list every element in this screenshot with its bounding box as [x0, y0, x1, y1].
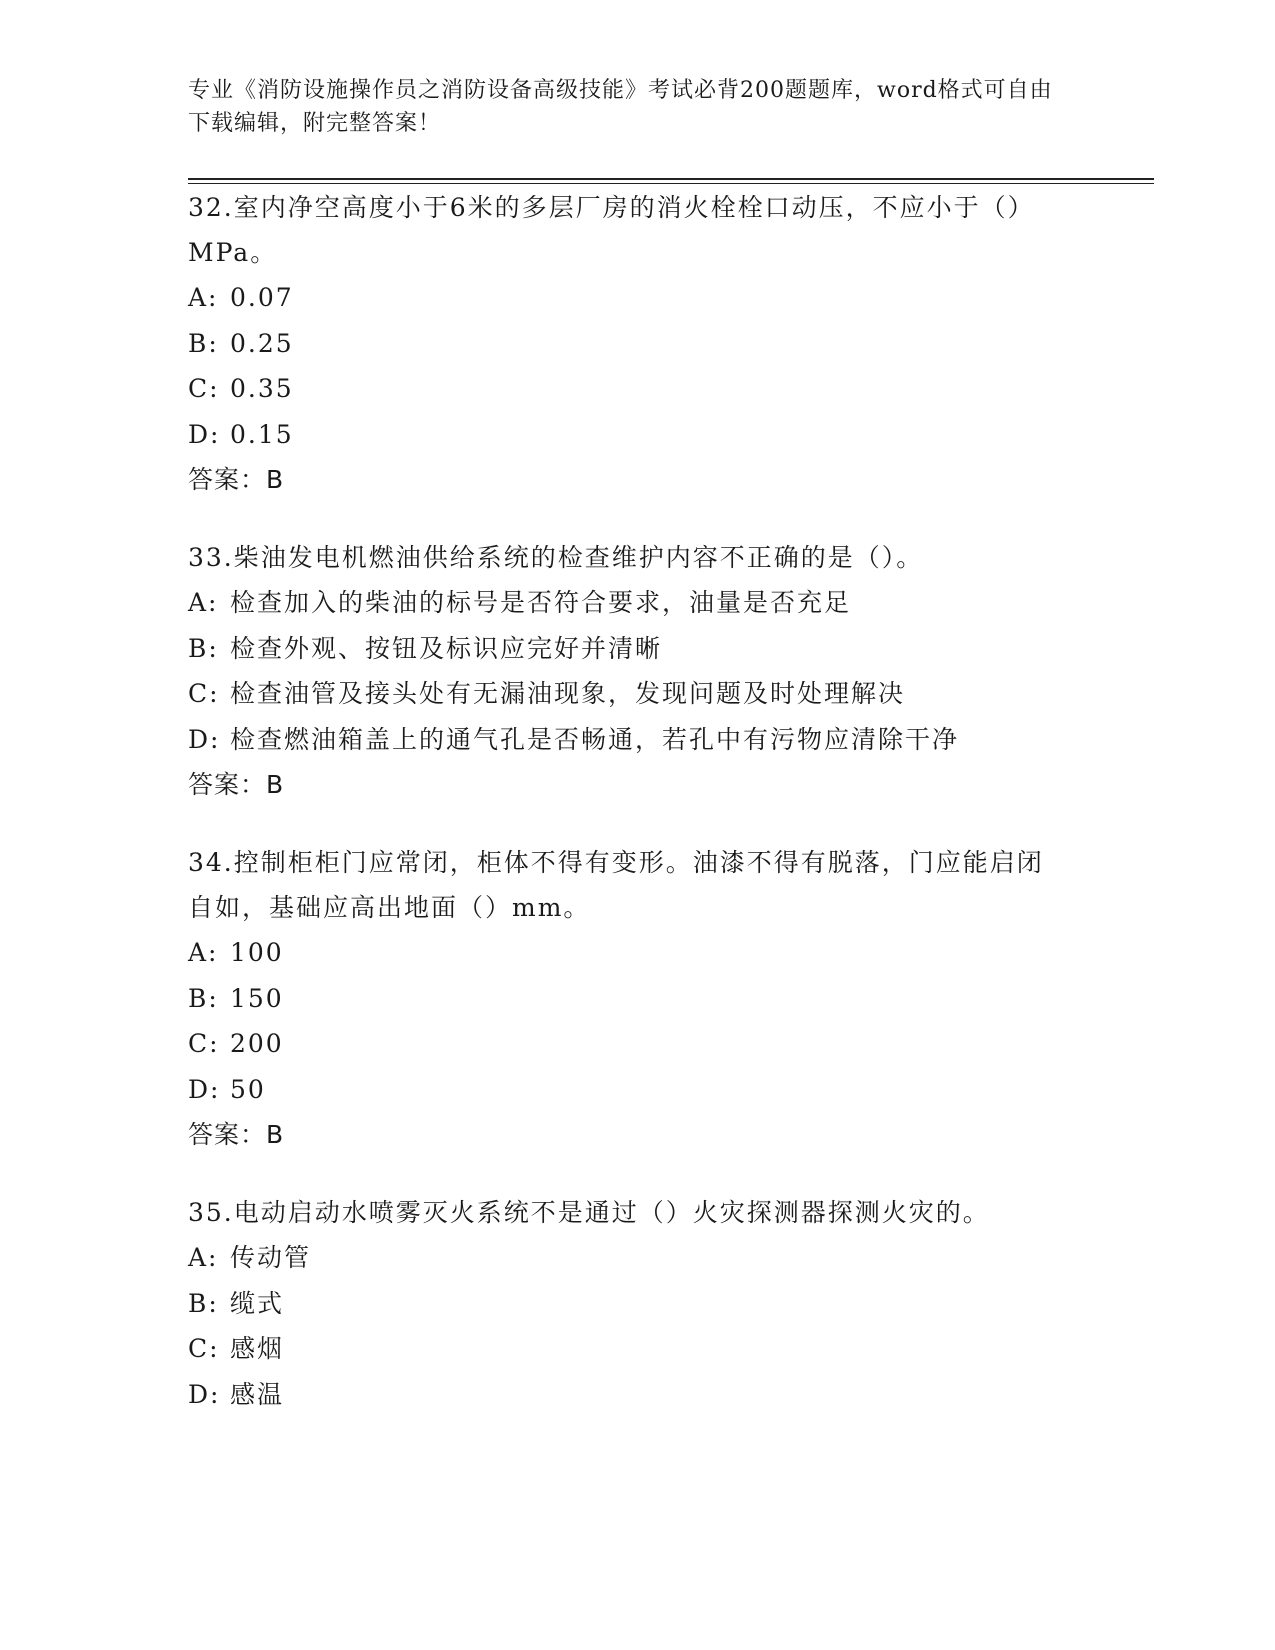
option-text: 150	[230, 983, 284, 1013]
option-text: 50	[230, 1074, 266, 1104]
option-c	[188, 671, 1068, 717]
option-label: B:	[188, 983, 219, 1013]
option-text: 缆式	[230, 1288, 285, 1318]
question-34	[188, 840, 1068, 1157]
option-text: 0.25	[230, 328, 294, 358]
option-label: C:	[188, 1334, 220, 1363]
header-divider-thin	[188, 183, 1154, 184]
option-b	[188, 321, 1068, 367]
option-c	[188, 1326, 1068, 1372]
question-stem: 35.电动启动水喷雾灭火系统不是通过（）火灾探测器探测火灾的。	[188, 1198, 990, 1227]
option-text: 0.35	[230, 374, 294, 403]
option-label: A:	[188, 588, 219, 617]
option-label: C:	[188, 1029, 220, 1058]
option-label: D:	[188, 724, 221, 754]
option-text: 200	[230, 1029, 284, 1058]
option-label: B:	[188, 633, 219, 663]
option-a	[188, 930, 1068, 976]
option-text: 0.07	[230, 283, 294, 312]
option-b	[188, 626, 1068, 672]
question-stem: 34.控制柜柜门应常闭，柜体不得有变形。油漆不得有脱落，门应能启闭自如，基础应高出地面（）mm。	[188, 848, 1044, 922]
option-label: D:	[188, 1379, 221, 1409]
option-text: 传动管	[230, 1243, 312, 1272]
option-text: 100	[230, 938, 284, 967]
option-label: B:	[188, 328, 219, 358]
option-a	[188, 1235, 1068, 1281]
option-text: 检查燃油箱盖上的通气孔是否畅通，若孔中有污物应清除干净	[230, 724, 960, 754]
question-33	[188, 535, 1068, 807]
option-label: C:	[188, 679, 220, 708]
option-a	[188, 275, 1068, 321]
answer-text: 答案：B	[188, 770, 285, 799]
option-a	[188, 580, 1068, 626]
option-text: 检查油管及接头处有无漏油现象，发现问题及时处理解决	[230, 679, 906, 708]
header-divider-thick	[188, 178, 1154, 180]
option-c	[188, 366, 1068, 412]
option-d	[188, 717, 1068, 763]
option-label: C:	[188, 374, 220, 403]
option-d	[188, 1067, 1068, 1113]
option-label: A:	[188, 283, 219, 312]
option-text: 感烟	[230, 1334, 285, 1363]
option-text: 0.15	[230, 419, 294, 449]
option-label: A:	[188, 938, 219, 967]
question-stem: 32.室内净空高度小于6米的多层厂房的消火栓栓口动压，不应小于（）MPa。	[188, 193, 1035, 267]
question-35	[188, 1190, 1068, 1417]
option-d	[188, 412, 1068, 458]
answer-text: 答案：B	[188, 465, 285, 494]
option-label: A:	[188, 1243, 219, 1272]
question-32	[188, 185, 1068, 502]
option-label: D:	[188, 419, 221, 449]
option-b	[188, 1281, 1068, 1327]
option-text: 感温	[230, 1379, 285, 1409]
option-d	[188, 1372, 1068, 1418]
option-c	[188, 1021, 1068, 1067]
option-label: B:	[188, 1288, 219, 1318]
question-stem: 33.柴油发电机燃油供给系统的检查维护内容不正确的是（）。	[188, 543, 924, 572]
answer-text: 答案：B	[188, 1120, 285, 1149]
option-text: 检查外观、按钮及标识应完好并清晰	[230, 633, 663, 663]
document-intro: 专业《消防设施操作员之消防设备高级技能》考试必背200题题库，word格式可自由下载编辑，附完整答案！	[188, 78, 1053, 136]
option-text: 检查加入的柴油的标号是否符合要求，油量是否充足	[230, 588, 852, 617]
option-label: D:	[188, 1074, 221, 1104]
option-b	[188, 976, 1068, 1022]
